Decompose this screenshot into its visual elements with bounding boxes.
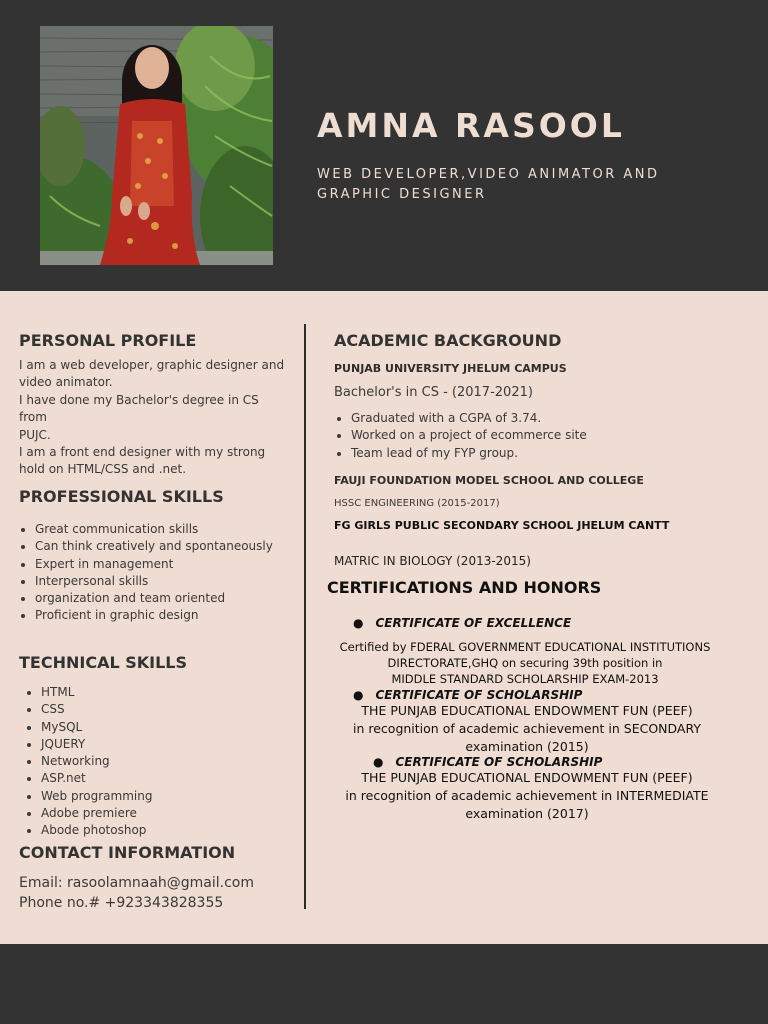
certificate-line: THE PUNJAB EDUCATIONAL ENDOWMENT FUN (PEEF) [361,770,693,785]
bullet-icon: ● [353,616,364,630]
degree-text: MATRIC IN BIOLOGY (2013-2015) [334,554,531,568]
certificate-title-text: CERTIFICATE OF SCHOLARSHIP [375,688,583,702]
list-item: • Team lead of my FYP group. [351,445,587,462]
list-item: • Can think creatively and spontaneously [35,538,273,555]
personal-profile-heading: PERSONAL PROFILE [19,331,197,350]
bullet-icon: ● [373,755,384,769]
list-item: • Great communication skills [35,521,273,538]
list-item: • JQUERY [41,736,152,753]
profile-line: video animator. [19,375,113,390]
list-item: • Networking [41,753,152,770]
certificate-line: in recognition of academic achievement in INTERMEDIATE [345,788,709,803]
certificate-title-text: CERTIFICATE OF EXCELLENCE [375,616,572,630]
technical-skills-list [19,684,152,840]
list-item: • Worked on a project of ecommerce site [351,427,587,444]
certificate-description [330,639,720,687]
certificate-title [353,688,582,702]
contact-phone: Phone no.# +923343828355 [19,895,224,911]
footer-band [0,944,768,1024]
school-name: PUNJAB UNIVERSITY JHELUM CAMPUS [334,362,567,375]
certificate-description [327,702,727,756]
list-item: • Adobe premiere [41,805,152,822]
profile-line: hold on HTML/CSS and .net. [19,462,187,477]
contact-heading: CONTACT INFORMATION [19,843,236,862]
list-item: • Proficient in graphic design [35,607,273,624]
list-item: • ASP.net [41,770,152,787]
job-title-line-1: WEB DEVELOPER,VIDEO ANIMATOR AND [317,167,660,182]
list-item: • Expert in management [35,556,273,573]
list-item: • CSS [41,701,152,718]
profile-line: PUJC. [19,427,51,442]
list-item: • Web programming [41,788,152,805]
certificate-line: DIRECTORATE,GHQ on securing 39th position in [387,656,663,670]
certificate-title [353,616,571,630]
certificate-title-text: CERTIFICATE OF SCHOLARSHIP [395,755,603,769]
school-name: FAUJI FOUNDATION MODEL SCHOOL AND COLLEGE [334,474,644,487]
person-name: AMNA RASOOL [317,106,625,145]
profile-line: I am a web developer, graphic designer and [19,358,285,372]
list-item: • organization and team oriented [35,590,273,607]
academic-heading: ACADEMIC BACKGROUND [334,331,562,350]
certificate-title [373,755,602,769]
list-item: • MySQL [41,719,152,736]
certificate-line: THE PUNJAB EDUCATIONAL ENDOWMENT FUN (PEEF) [361,703,693,718]
contact-email: Email: rasoolamnaah@gmail.com [19,875,255,891]
degree-text: Bachelor's in CS - (2017-2021) [334,385,533,400]
certificate-line: in recognition of academic achievement in SECONDARY [353,721,701,736]
certificate-line: examination (2017) [465,806,589,821]
profile-photo [40,26,273,265]
certificate-line: MIDDLE STANDARD SCHOLARSHIP EXAM-2013 [391,672,659,686]
professional-skills-heading: PROFESSIONAL SKILLS [19,487,224,506]
personal-profile-text [19,357,289,479]
academic-achievements-list [329,410,587,462]
certificate-description [327,769,727,823]
profile-line: I have done my Bachelor's degree in CS from [19,392,259,425]
professional-skills-list [13,521,273,625]
certificate-line: Certified by FDERAL GOVERNMENT EDUCATIONAL INSTITUTIONS [339,640,711,654]
list-item: • Interpersonal skills [35,573,273,590]
school-name: FG GIRLS PUBLIC SECONDARY SCHOOL JHELUM CANTT [334,519,670,532]
list-item: • Graduated with a CGPA of 3.74. [351,410,587,427]
technical-skills-heading: TECHNICAL SKILLS [19,653,187,672]
column-divider [304,324,306,909]
list-item: • HTML [41,684,152,701]
degree-text: HSSC ENGINEERING (2015-2017) [334,498,500,509]
job-title-line-2: GRAPHIC DESIGNER [317,187,487,202]
certificate-line: examination (2015) [465,739,589,754]
list-item: • Abode photoshop [41,822,152,839]
bullet-icon: ● [353,688,364,702]
job-title [317,165,697,205]
profile-line: I am a front end designer with my strong [19,445,266,460]
certifications-heading: CERTIFICATIONS AND HONORS [327,578,602,597]
